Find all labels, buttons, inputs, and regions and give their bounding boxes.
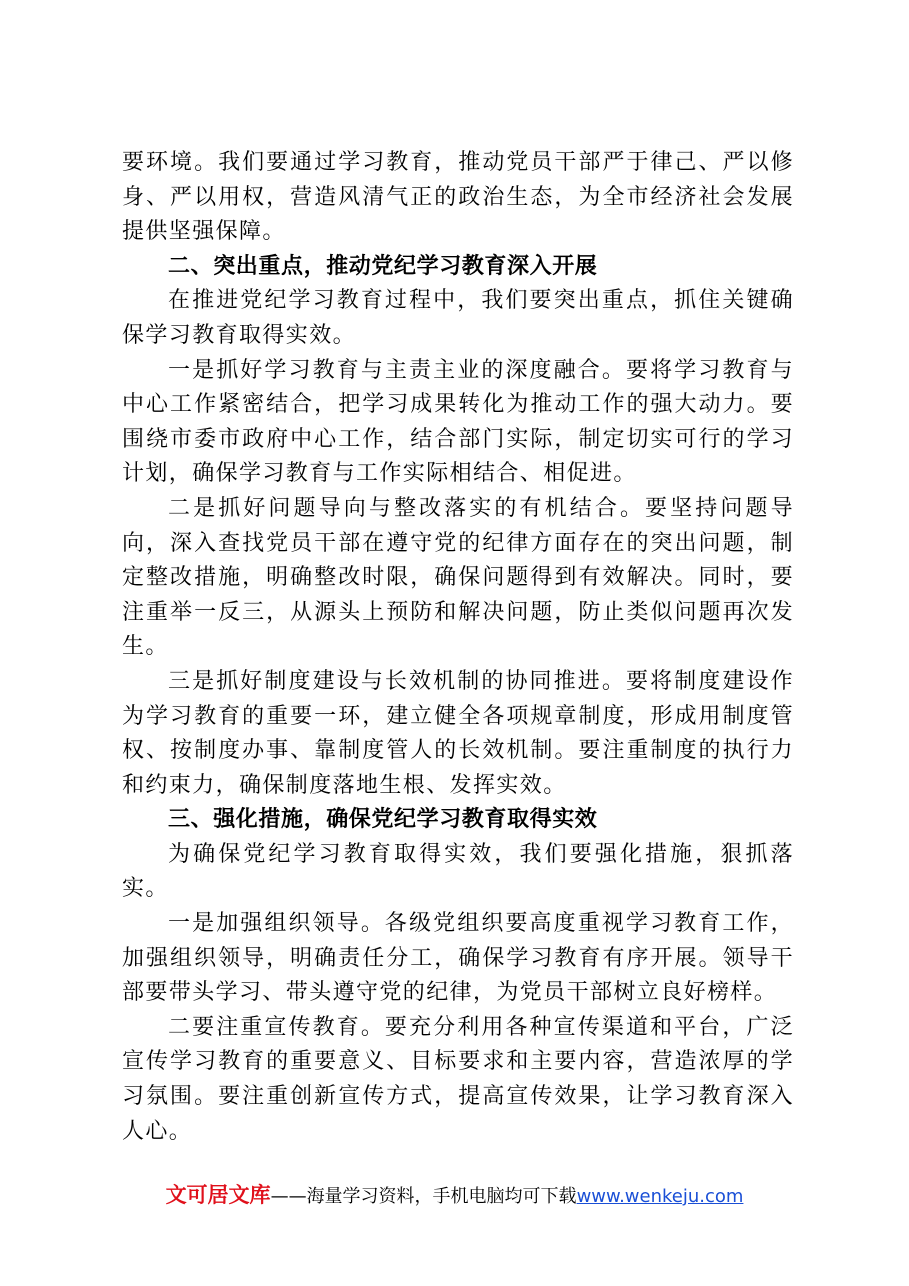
document-body	[122, 146, 794, 1149]
brand-name: 文可居文库	[165, 1183, 271, 1207]
paragraph: 二要注重宣传教育。要充分利用各种宣传渠道和平台，广泛宣传学习教育的重要意义、目标要求和主要内容，营造浓厚的学习氛围。要注重创新宣传方式，提高宣传效果，让学习教育深入人心。	[122, 1014, 794, 1144]
section-heading-3: 三、强化措施，确保党纪学习教育取得实效	[168, 807, 598, 833]
paragraph: 三是抓好制度建设与长效机制的协同推进。要将制度建设作为学习教育的重要一环，建立健全各项规章制度，形成用制度管权、按制度办事、靠制度管人的长效机制。要注重制度的执行力和约束力，确保制度落地生根、发挥实效。	[122, 668, 794, 798]
footer-slogan: ——海量学习资料，手机电脑均可下载	[270, 1186, 577, 1207]
site-link[interactable]: www.wenkeju.com	[576, 1186, 744, 1207]
paragraph: 为确保党纪学习教育取得实效，我们要强化措施，狠抓落实。	[122, 841, 794, 902]
paragraph-continuation: 要环境。我们要通过学习教育，推动党员干部严于律己、严以修身、严以用权，营造风清气正的政治生态，为全市经济社会发展提供坚强保障。	[122, 150, 794, 245]
paragraph: 在推进党纪学习教育过程中，我们要突出重点，抓住关键确保学习教育取得实效。	[122, 288, 794, 348]
paragraph: 一是抓好学习教育与主责主业的深度融合。要将学习教育与中心工作紧密结合，把学习成果转化为推动工作的强大动力。要围绕市委市政府中心工作，结合部门实际，制定切实可行的学习计划，确保学习教育与工作实际相结合、相促进。	[122, 357, 794, 487]
footer-banner	[0, 1180, 909, 1212]
paragraph: 二是抓好问题导向与整改落实的有机结合。要坚持问题导向，深入查找党员干部在遵守党的纪律方面存在的突出问题，制定整改措施，明确整改时限，确保问题得到有效解决。同时，要注重举一反三，从源头上预防和解决问题，防止类似问题再次发生。	[122, 495, 794, 660]
section-heading-2: 二、突出重点，推动党纪学习教育深入开展	[168, 253, 598, 279]
paragraph: 一是加强组织领导。各级党组织要高度重视学习教育工作，加强组织领导，明确责任分工，确保学习教育有序开展。领导干部要带头学习、带头遵守党的纪律，为党员干部树立良好榜样。	[122, 911, 794, 1006]
